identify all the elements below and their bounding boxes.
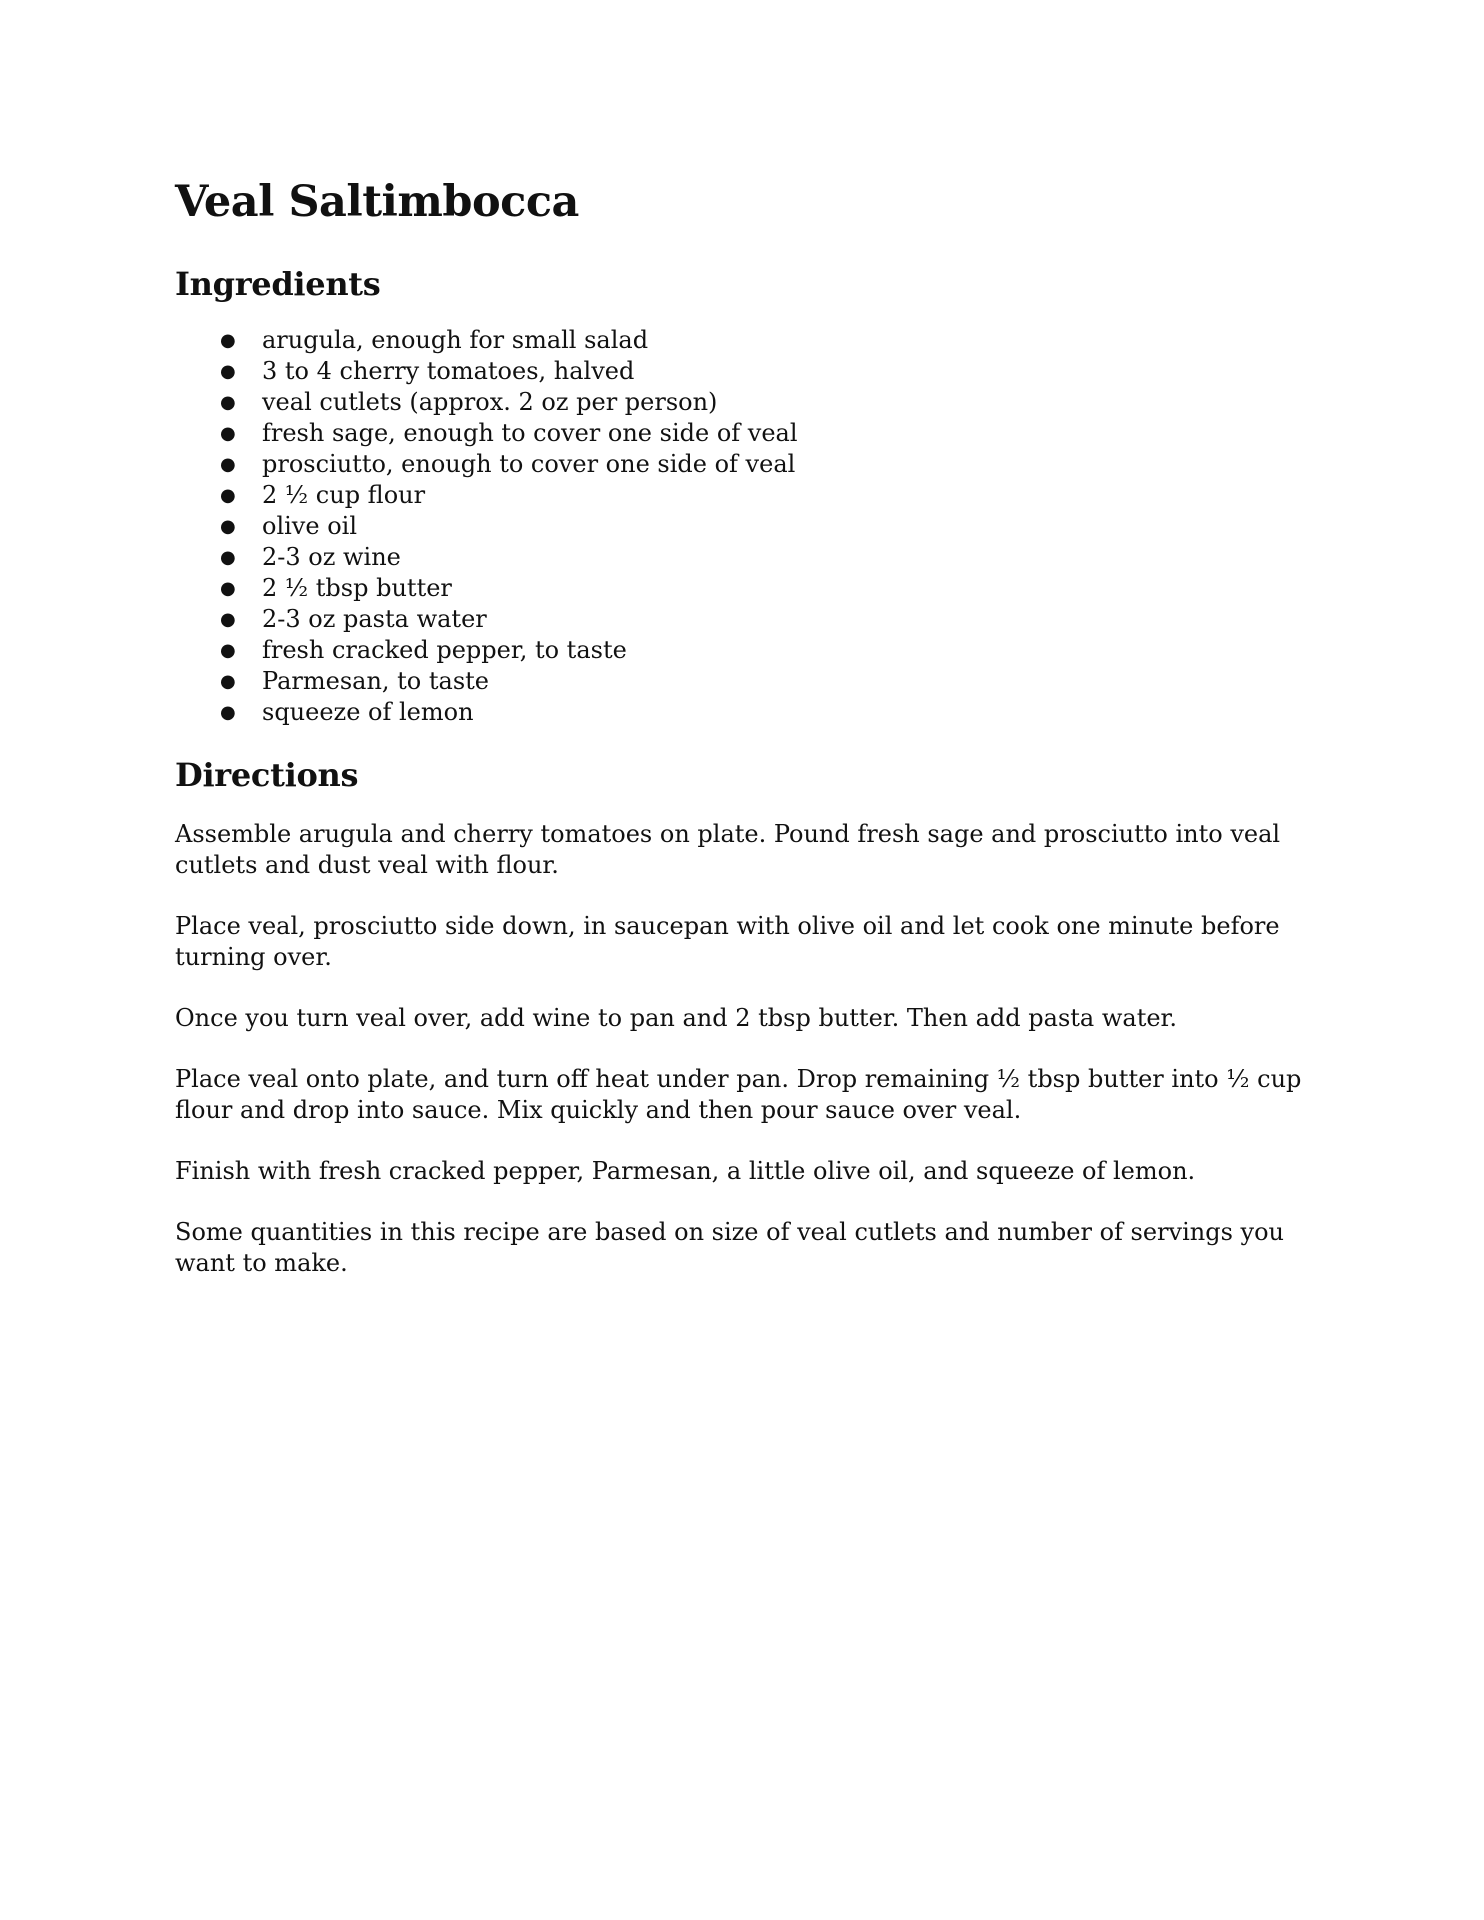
list-item <box>220 511 1305 542</box>
ingredient-text: arugula, enough for small salad <box>262 326 649 354</box>
direction-paragraph: Some quantities in this recipe are based on size of veal cutlets and number of servings you want to make. <box>175 1218 1284 1277</box>
ingredient-text: veal cutlets (approx. 2 oz per person) <box>262 388 718 416</box>
ingredients-list <box>175 325 1305 728</box>
bullet-icon: ● <box>220 547 236 568</box>
document-page <box>175 170 1305 1309</box>
direction-paragraph: Place veal onto plate, and turn off heat under pan. Drop remaining ½ tbsp butter into ½ cup flour and drop into sauce. Mix quickly and then pour sauce over veal. <box>175 1065 1302 1124</box>
bullet-icon: ● <box>220 454 236 475</box>
list-item <box>220 697 1305 728</box>
list-item <box>220 573 1305 604</box>
ingredient-text: fresh cracked pepper, to taste <box>262 636 627 664</box>
ingredient-text: olive oil <box>262 512 357 540</box>
direction-paragraph: Place veal, prosciutto side down, in saucepan with olive oil and let cook one minute before turning over. <box>175 912 1280 971</box>
list-item <box>220 542 1305 573</box>
list-item <box>220 666 1305 697</box>
ingredient-text: fresh sage, enough to cover one side of veal <box>262 419 798 447</box>
ingredient-text: 2-3 oz pasta water <box>262 605 487 633</box>
direction-paragraph: Once you turn veal over, add wine to pan and 2 tbsp butter. Then add pasta water. <box>175 1004 1178 1032</box>
ingredient-text: 3 to 4 cherry tomatoes, halved <box>262 357 635 385</box>
direction-paragraph: Finish with fresh cracked pepper, Parmesan, a little olive oil, and squeeze of lemon. <box>175 1157 1196 1185</box>
list-item <box>220 356 1305 387</box>
list-item <box>220 325 1305 356</box>
ingredient-text: Parmesan, to taste <box>262 667 489 695</box>
bullet-icon: ● <box>220 516 236 537</box>
page-title: Veal Saltimbocca <box>175 177 579 227</box>
list-item <box>220 604 1305 635</box>
bullet-icon: ● <box>220 330 236 351</box>
list-item <box>220 387 1305 418</box>
bullet-icon: ● <box>220 609 236 630</box>
bullet-icon: ● <box>220 423 236 444</box>
bullet-icon: ● <box>220 485 236 506</box>
bullet-icon: ● <box>220 578 236 599</box>
list-item <box>220 449 1305 480</box>
directions-heading: Directions <box>175 756 359 794</box>
direction-paragraph: Assemble arugula and cherry tomatoes on plate. Pound fresh sage and prosciutto into veal cutlets and dust veal with flour. <box>175 820 1281 879</box>
bullet-icon: ● <box>220 392 236 413</box>
bullet-icon: ● <box>220 640 236 661</box>
list-item <box>220 635 1305 666</box>
ingredient-text: 2 ½ cup flour <box>262 481 426 509</box>
bullet-icon: ● <box>220 702 236 723</box>
ingredient-text: prosciutto, enough to cover one side of veal <box>262 450 796 478</box>
ingredient-text: squeeze of lemon <box>262 698 474 726</box>
ingredient-text: 2 ½ tbsp butter <box>262 574 452 602</box>
bullet-icon: ● <box>220 671 236 692</box>
list-item <box>220 418 1305 449</box>
bullet-icon: ● <box>220 361 236 382</box>
directions-body <box>175 819 1305 1279</box>
ingredients-heading: Ingredients <box>175 265 381 303</box>
ingredient-text: 2-3 oz wine <box>262 543 401 571</box>
list-item <box>220 480 1305 511</box>
